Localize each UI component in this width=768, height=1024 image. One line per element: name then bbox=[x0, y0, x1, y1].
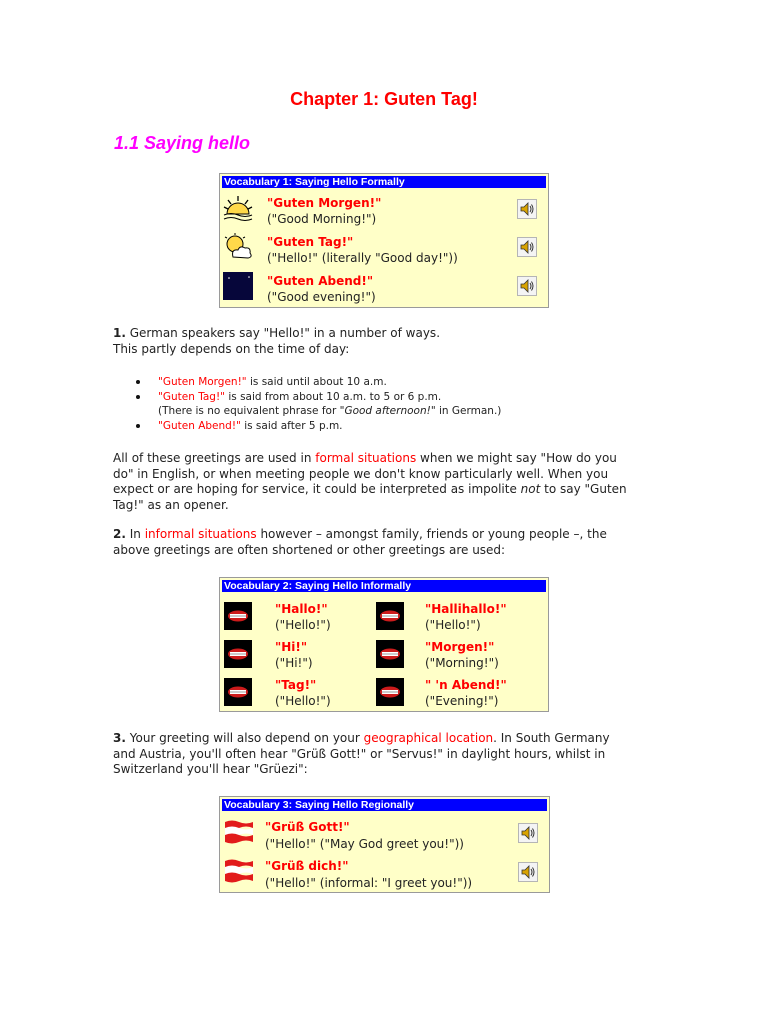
vocab-term: "Grüß Gott!" bbox=[265, 820, 350, 834]
audio-play-button[interactable] bbox=[517, 276, 537, 296]
vocab-box-regional bbox=[219, 796, 550, 893]
speaker-icon bbox=[518, 277, 536, 295]
list-text: is said until about 10 a.m. bbox=[246, 376, 387, 388]
list-note bbox=[158, 404, 501, 419]
vocab-meaning: ("Hello!") bbox=[275, 618, 331, 632]
section-title: 1.1 Saying hello bbox=[114, 133, 251, 153]
bullet-icon bbox=[136, 380, 140, 384]
audio-play-button[interactable] bbox=[517, 237, 537, 257]
vocab-meaning: ("Evening!") bbox=[425, 694, 499, 708]
paragraph-number: 3. bbox=[113, 731, 126, 745]
paragraph-text: expect or are hoping for service, it could be interpreted as impolite bbox=[113, 482, 521, 496]
paragraph-text: and Austria, you'll often hear "Grüß Gott!" or "Servus!" in daylight hours, whilst in bbox=[113, 746, 606, 761]
vocab-term: "Grüß dich!" bbox=[265, 859, 349, 873]
formal-situations-link[interactable]: formal situations bbox=[315, 451, 417, 465]
paragraph-3 bbox=[113, 731, 610, 778]
list-text: is said from about 10 a.m. to 5 or 6 p.m. bbox=[225, 390, 442, 403]
vocab-term: "Hallo!" bbox=[275, 602, 328, 616]
speaker-icon bbox=[519, 824, 537, 842]
sun-cloud-icon bbox=[223, 233, 253, 261]
speaker-icon bbox=[518, 238, 536, 256]
vocab-meaning: ("Hi!") bbox=[275, 656, 313, 670]
list-item bbox=[158, 375, 501, 390]
list-text: is said after 5 p.m. bbox=[240, 419, 343, 432]
vocab-meaning: ("Hello!") bbox=[275, 694, 331, 708]
paragraph-formal bbox=[113, 451, 627, 513]
note-text: (There is no equivalent phrase for bbox=[158, 405, 340, 417]
vocab-meaning: ("Good evening!") bbox=[267, 290, 376, 304]
vocab-header: Vocabulary 3: Saying Hello Regionally bbox=[222, 799, 547, 811]
time-of-day-list bbox=[158, 375, 501, 433]
vocab-meaning: ("Hello!" ("May God greet you!")) bbox=[265, 837, 464, 851]
paragraph-text: All of these greetings are used in bbox=[113, 451, 316, 465]
mouth-icon bbox=[376, 602, 404, 630]
paragraph-text: however – amongst family, friends or young people –, the bbox=[256, 527, 607, 541]
paragraph-text: do" in English, or when meeting people we don't know particularly well. When you bbox=[113, 466, 609, 481]
audio-play-button[interactable] bbox=[517, 199, 537, 219]
list-item bbox=[158, 419, 501, 434]
vocab-meaning: ("Morning!") bbox=[425, 656, 499, 670]
vocab-term: "Hallihallo!" bbox=[425, 602, 507, 616]
vocab-header: Vocabulary 2: Saying Hello Informally bbox=[222, 580, 546, 592]
vocab-term: "Tag!" bbox=[275, 678, 317, 692]
paragraph-text: when we might say "How do you bbox=[416, 451, 617, 465]
paragraph-text: above greetings are often shortened or other greetings are used: bbox=[113, 542, 506, 557]
sunrise-icon bbox=[223, 194, 253, 222]
vocab-box-formal bbox=[219, 173, 549, 308]
bullet-icon bbox=[136, 395, 140, 399]
paragraph-1 bbox=[113, 326, 440, 357]
speaker-icon bbox=[518, 200, 536, 218]
chapter-title: Chapter 1: Guten Tag! bbox=[290, 89, 478, 109]
vocab-term: "Hi!" bbox=[275, 640, 308, 654]
note-text: in German.) bbox=[435, 405, 502, 417]
list-item bbox=[158, 390, 501, 405]
vocab-term: "Guten Morgen!" bbox=[267, 196, 382, 210]
vocab-meaning: ("Good Morning!") bbox=[267, 212, 377, 226]
greeting-term: "Guten Tag!" bbox=[158, 390, 226, 403]
vocab-term: "Guten Abend!" bbox=[267, 274, 374, 288]
paragraph-text: Switzerland you'll hear "Grüezi": bbox=[113, 762, 308, 776]
audio-play-button[interactable] bbox=[518, 862, 538, 882]
paragraph-number: 2. bbox=[113, 527, 126, 541]
vocab-term: "Morgen!" bbox=[425, 640, 495, 654]
paragraph-text: German speakers say "Hello!" in a number of ways. bbox=[125, 326, 441, 340]
greeting-term: "Guten Morgen!" bbox=[158, 376, 247, 388]
informal-situations-link[interactable]: informal situations bbox=[144, 527, 257, 541]
vocab-term: " 'n Abend!" bbox=[425, 678, 507, 692]
paragraph-2 bbox=[113, 527, 607, 558]
vocab-meaning: ("Hello!" (literally "Good day!")) bbox=[267, 251, 458, 265]
bullet-icon bbox=[136, 424, 140, 428]
paragraph-number: 1. bbox=[113, 326, 126, 340]
speaker-icon bbox=[519, 863, 537, 881]
note-emphasis: "Good afternoon!" bbox=[339, 405, 436, 417]
moon-icon bbox=[223, 272, 253, 300]
geographical-location-link[interactable]: geographical location bbox=[363, 731, 494, 745]
mouth-icon bbox=[224, 602, 252, 630]
paragraph-text: In bbox=[125, 527, 145, 541]
paragraph-text: to say "Guten bbox=[540, 482, 627, 496]
paragraph-text: This partly depends on the time of day: bbox=[113, 341, 350, 356]
paragraph-text: Your greeting will also depend on your bbox=[125, 731, 364, 745]
mouth-icon bbox=[376, 678, 404, 706]
vocab-box-informal bbox=[219, 577, 549, 712]
austria-flag-icon bbox=[223, 857, 255, 885]
vocab-meaning: ("Hello!" (informal: "I greet you!")) bbox=[265, 876, 473, 890]
paragraph-text: . In South Germany bbox=[493, 731, 610, 745]
vocab-meaning: ("Hello!") bbox=[425, 618, 481, 632]
austria-flag-icon bbox=[223, 818, 255, 846]
vocab-header: Vocabulary 1: Saying Hello Formally bbox=[222, 176, 546, 188]
greeting-term: "Guten Abend!" bbox=[158, 419, 241, 432]
vocab-term: "Guten Tag!" bbox=[267, 235, 354, 249]
audio-play-button[interactable] bbox=[518, 823, 538, 843]
mouth-icon bbox=[224, 640, 252, 668]
mouth-icon bbox=[224, 678, 252, 706]
emphasis: not bbox=[520, 482, 541, 496]
paragraph-text: Tag!" as an opener. bbox=[113, 497, 229, 512]
mouth-icon bbox=[376, 640, 404, 668]
